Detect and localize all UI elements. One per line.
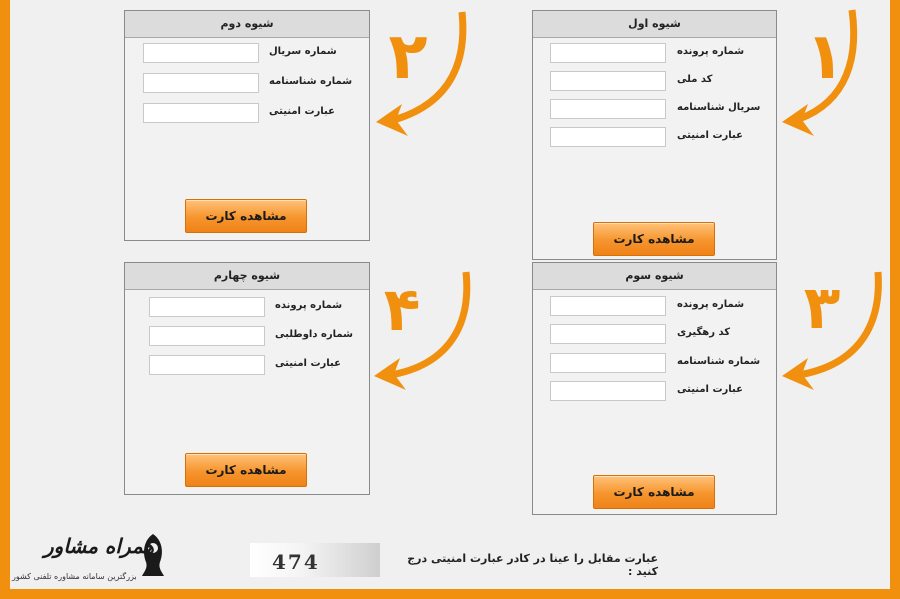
- number-3-arrow-icon: [780, 270, 885, 400]
- method-2-panel: [124, 10, 370, 241]
- field-label: شماره داوطلبی: [275, 329, 353, 340]
- applicant-number-input[interactable]: [149, 326, 265, 346]
- method-1-panel: [532, 10, 777, 260]
- field-label: عبارت امنیتی: [269, 106, 335, 117]
- id-serial-input[interactable]: [550, 99, 666, 119]
- field-label: کد ملی: [677, 74, 713, 85]
- view-card-button[interactable]: مشاهده کارت: [185, 199, 307, 233]
- file-number-input[interactable]: [550, 296, 666, 316]
- field-row: [125, 43, 369, 65]
- field-row: [125, 355, 369, 377]
- security-code-input[interactable]: [550, 381, 666, 401]
- field-label: شماره شناسنامه: [677, 356, 761, 367]
- field-row: [533, 99, 776, 121]
- number-3-label: ۳: [803, 273, 841, 343]
- view-card-button[interactable]: مشاهده کارت: [593, 222, 715, 256]
- brand-logo: [10, 528, 170, 589]
- field-label: سریال شناسنامه: [677, 102, 761, 113]
- view-card-button[interactable]: مشاهده کارت: [185, 453, 307, 487]
- field-row: [533, 381, 776, 403]
- field-row: [125, 73, 369, 95]
- logo-title: همراه مشاور: [44, 534, 155, 558]
- field-label: کد رهگیری: [677, 327, 731, 338]
- method-3-title: شیوه سوم: [533, 263, 776, 290]
- number-2-arrow-icon: [372, 8, 477, 143]
- captcha-code: 474: [272, 550, 320, 574]
- national-code-input[interactable]: [550, 71, 666, 91]
- field-label: شماره شناسنامه: [269, 76, 353, 87]
- field-row: [533, 296, 776, 318]
- method-3-panel: [532, 262, 777, 515]
- method-4-panel: [124, 262, 370, 495]
- number-1-label: ۱: [805, 20, 845, 94]
- number-2-label: ۲: [388, 20, 428, 94]
- field-row: [533, 43, 776, 65]
- security-code-input[interactable]: [143, 103, 259, 123]
- tracking-code-input[interactable]: [550, 324, 666, 344]
- field-row: [125, 297, 369, 319]
- logo-subtitle: بزرگترین سامانه مشاوره تلفنی کشور: [12, 572, 137, 581]
- security-code-input[interactable]: [149, 355, 265, 375]
- field-row: [533, 353, 776, 375]
- method-4-title: شیوه چهارم: [125, 263, 369, 290]
- file-number-input[interactable]: [149, 297, 265, 317]
- captcha-image: [250, 543, 380, 577]
- serial-number-input[interactable]: [143, 43, 259, 63]
- method-2-title: شیوه دوم: [125, 11, 369, 38]
- field-row: [533, 71, 776, 93]
- file-number-input[interactable]: [550, 43, 666, 63]
- number-4-label: ۴: [383, 275, 421, 345]
- field-label: شماره پرونده: [677, 299, 745, 310]
- field-label: عبارت امنیتی: [677, 384, 743, 395]
- number-4-arrow-icon: [372, 270, 477, 400]
- field-label: عبارت امنیتی: [677, 130, 743, 141]
- field-row: [125, 103, 369, 125]
- security-code-input[interactable]: [550, 127, 666, 147]
- field-row: [125, 326, 369, 348]
- field-row: [533, 127, 776, 149]
- view-card-button[interactable]: مشاهده کارت: [593, 475, 715, 509]
- field-row: [533, 324, 776, 346]
- field-label: عبارت امنیتی: [275, 358, 341, 369]
- captcha-instruction: عبارت مقابل را عینا در کادر عبارت امنیتی درج کنید :: [407, 552, 658, 578]
- method-1-title: شیوه اول: [533, 11, 776, 38]
- id-number-input[interactable]: [550, 353, 666, 373]
- id-number-input[interactable]: [143, 73, 259, 93]
- field-label: شماره پرونده: [677, 46, 745, 57]
- field-label: شماره سریال: [269, 46, 337, 57]
- field-label: شماره پرونده: [275, 300, 343, 311]
- number-1-arrow-icon: [780, 8, 885, 143]
